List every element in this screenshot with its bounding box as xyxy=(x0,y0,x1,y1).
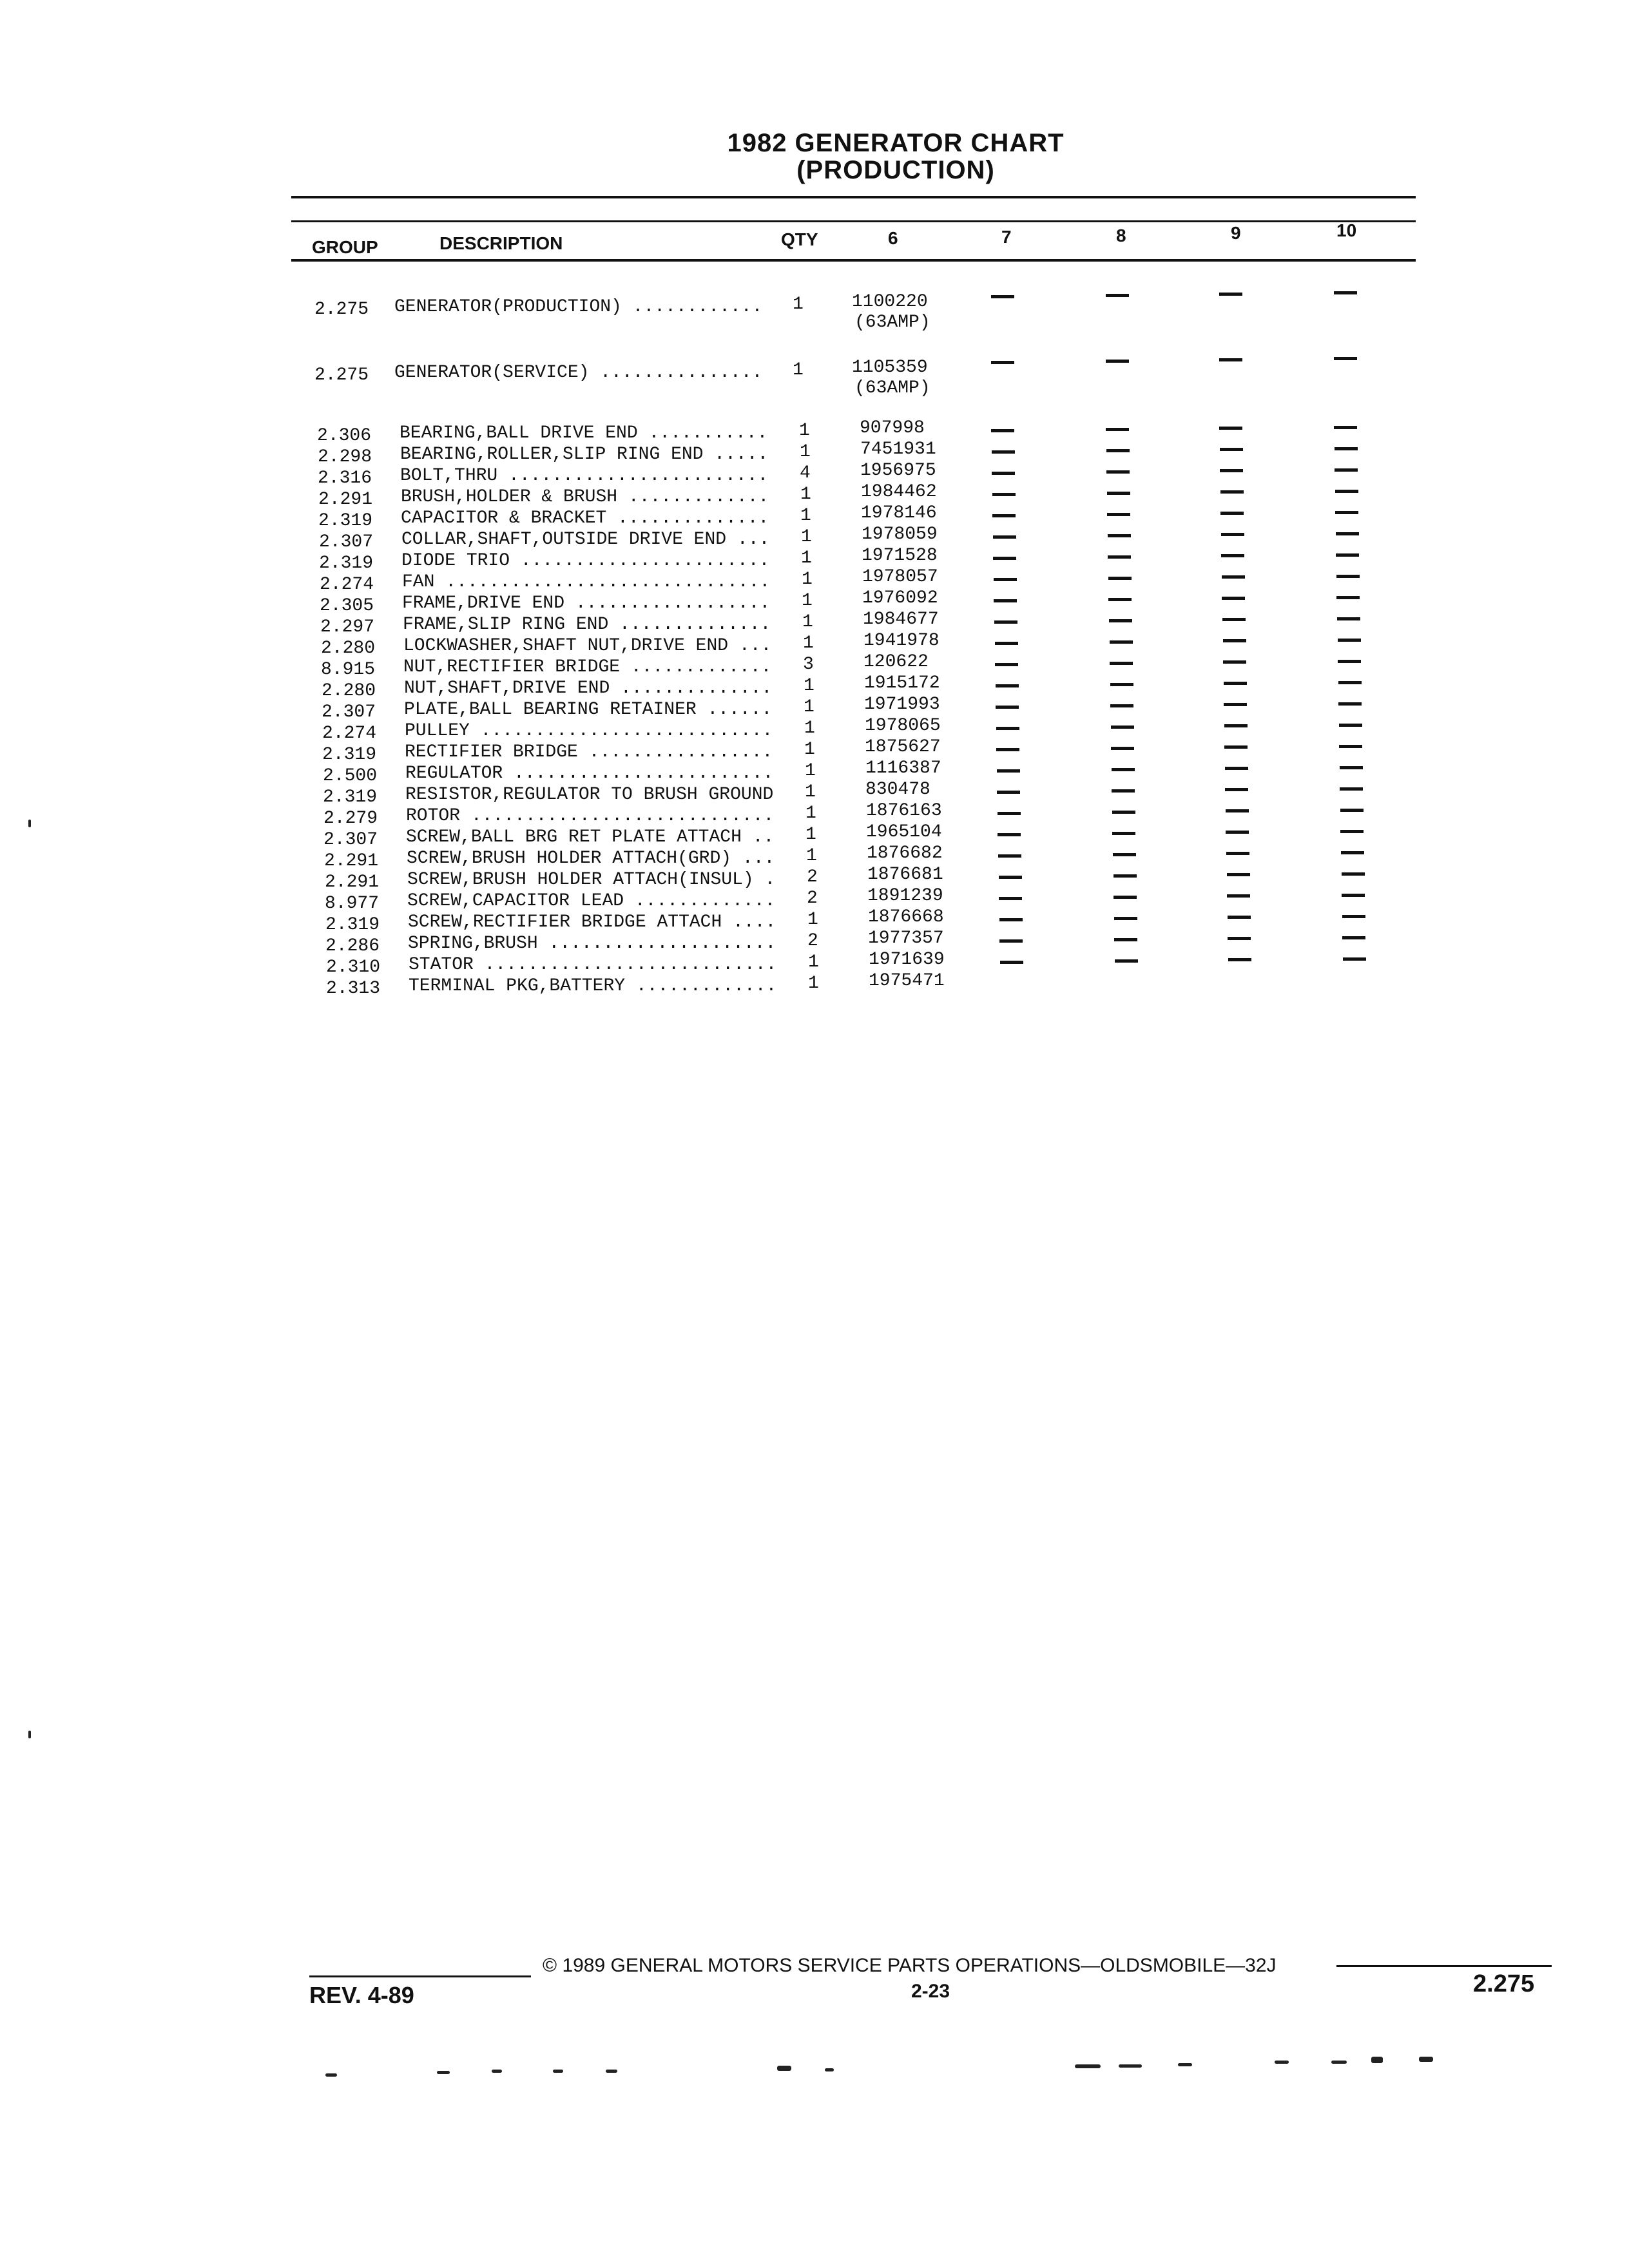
header-col-8: 8 xyxy=(1116,226,1126,245)
row-description: BEARING,BALL DRIVE END ........... xyxy=(400,423,768,443)
row-qty: 1 xyxy=(800,485,811,505)
scan-mark xyxy=(492,2070,502,2073)
row-part-number: 1105359 xyxy=(852,358,928,378)
not-applicable-dash xyxy=(1113,896,1137,899)
row-description: NUT,SHAFT,DRIVE END .............. xyxy=(404,678,773,698)
not-applicable-dash xyxy=(1223,660,1246,664)
row-description: FAN .............................. xyxy=(402,572,771,592)
not-applicable-dash xyxy=(1342,872,1365,876)
not-applicable-dash xyxy=(1113,853,1136,856)
row-part-number: 1100220 xyxy=(852,292,928,312)
not-applicable-dash xyxy=(1341,851,1364,854)
not-applicable-dash xyxy=(1336,575,1360,578)
not-applicable-dash xyxy=(994,578,1017,581)
not-applicable-dash xyxy=(1108,598,1132,601)
header-rule xyxy=(291,259,1416,262)
not-applicable-dash xyxy=(1114,917,1137,920)
chart-title: 1982 GENERATOR CHART xyxy=(727,129,1065,157)
row-group: 2.305 xyxy=(320,596,374,616)
not-applicable-dash xyxy=(1111,747,1134,750)
not-applicable-dash xyxy=(1219,358,1242,361)
not-applicable-dash xyxy=(1226,809,1249,812)
row-description: GENERATOR(PRODUCTION) ............ xyxy=(394,297,763,317)
not-applicable-dash xyxy=(1219,293,1242,296)
top-rule-lower xyxy=(291,220,1416,222)
not-applicable-dash xyxy=(1224,703,1247,706)
row-part-number: 1978057 xyxy=(862,567,938,587)
not-applicable-dash xyxy=(1338,702,1362,706)
row-description: SCREW,BRUSH HOLDER ATTACH(INSUL) . xyxy=(407,870,776,890)
scan-mark xyxy=(825,2068,834,2071)
row-description: TERMINAL PKG,BATTERY ............. xyxy=(409,976,777,996)
row-group: 8.915 xyxy=(321,660,376,680)
row-group: 2.319 xyxy=(319,553,374,573)
row-group: 2.291 xyxy=(324,851,379,871)
row-description: REGULATOR ........................ xyxy=(405,764,774,783)
header-col-6: 6 xyxy=(888,228,898,248)
not-applicable-dash xyxy=(1340,809,1364,812)
not-applicable-dash xyxy=(1227,873,1250,876)
row-qty: 1 xyxy=(808,952,819,972)
row-qty: 1 xyxy=(801,527,812,547)
scan-mark xyxy=(553,2070,563,2073)
row-part-number: 1971639 xyxy=(869,950,945,970)
row-qty: 1 xyxy=(805,761,816,781)
header-col-10: 10 xyxy=(1336,220,1357,240)
not-applicable-dash xyxy=(1219,427,1242,430)
row-description: SCREW,RECTIFIER BRIDGE ATTACH .... xyxy=(408,912,776,932)
row-qty: 1 xyxy=(808,974,819,994)
row-description: BEARING,ROLLER,SLIP RING END ..... xyxy=(400,445,769,465)
header-description: DESCRIPTION xyxy=(439,233,563,253)
row-description: NUT,RECTIFIER BRIDGE ............. xyxy=(403,657,772,677)
not-applicable-dash xyxy=(1340,830,1364,833)
row-group: 2.291 xyxy=(325,872,380,892)
not-applicable-dash xyxy=(1220,512,1244,515)
not-applicable-dash xyxy=(1112,768,1135,771)
not-applicable-dash xyxy=(1111,726,1134,729)
row-qty: 1 xyxy=(804,697,815,717)
not-applicable-dash xyxy=(995,642,1018,645)
row-group: 2.319 xyxy=(325,915,380,935)
not-applicable-dash xyxy=(994,620,1017,624)
row-qty: 1 xyxy=(793,360,804,380)
row-qty: 1 xyxy=(801,548,812,568)
not-applicable-dash xyxy=(1335,511,1358,514)
row-part-number: 1975471 xyxy=(869,971,945,991)
not-applicable-dash xyxy=(1343,957,1366,961)
not-applicable-dash xyxy=(992,493,1016,496)
not-applicable-dash xyxy=(1342,936,1365,939)
scan-mark xyxy=(28,1731,31,1738)
not-applicable-dash xyxy=(1222,597,1245,600)
row-group: 2.275 xyxy=(314,300,369,320)
row-part-number: 1978059 xyxy=(862,524,938,544)
not-applicable-dash xyxy=(1115,959,1138,963)
not-applicable-dash xyxy=(1108,534,1131,537)
scan-mark xyxy=(28,820,31,827)
not-applicable-dash xyxy=(1106,470,1130,474)
row-qty: 1 xyxy=(805,782,816,802)
row-qty: 1 xyxy=(800,442,811,462)
not-applicable-dash xyxy=(1339,724,1362,727)
row-group: 2.319 xyxy=(323,787,378,807)
scan-mark xyxy=(1178,2063,1192,2066)
not-applicable-dash xyxy=(1110,704,1133,707)
not-applicable-dash xyxy=(1222,575,1245,579)
not-applicable-dash xyxy=(1221,554,1244,557)
page-number: 2-23 xyxy=(911,1981,950,2002)
row-part-number: 1116387 xyxy=(865,758,941,778)
row-group: 2.291 xyxy=(318,490,373,510)
row-group: 2.280 xyxy=(321,639,376,658)
not-applicable-dash xyxy=(1335,490,1358,493)
row-description: PLATE,BALL BEARING RETAINER ...... xyxy=(404,700,773,720)
row-part-number: 7451931 xyxy=(860,439,936,459)
not-applicable-dash xyxy=(1224,682,1247,685)
row-qty: 3 xyxy=(803,655,814,675)
row-group: 2.306 xyxy=(317,426,372,446)
row-qty: 1 xyxy=(805,803,816,823)
not-applicable-dash xyxy=(998,833,1021,836)
not-applicable-dash xyxy=(1334,357,1357,360)
not-applicable-dash xyxy=(1107,492,1130,495)
scan-mark xyxy=(1119,2064,1142,2068)
scan-mark xyxy=(1331,2061,1347,2064)
row-group: 2.307 xyxy=(322,702,376,722)
row-group: 2.316 xyxy=(318,468,372,488)
revision-label: REV. 4-89 xyxy=(309,1982,414,2008)
not-applicable-dash xyxy=(1337,617,1360,620)
not-applicable-dash xyxy=(1228,916,1251,919)
not-applicable-dash xyxy=(1334,426,1357,429)
not-applicable-dash xyxy=(1110,662,1133,665)
not-applicable-dash xyxy=(1336,532,1359,535)
not-applicable-dash xyxy=(1000,961,1023,964)
not-applicable-dash xyxy=(1342,894,1365,897)
row-qty: 1 xyxy=(806,846,817,866)
row-description: FRAME,SLIP RING END .............. xyxy=(403,615,771,635)
scan-mark xyxy=(437,2071,450,2074)
not-applicable-dash xyxy=(1334,291,1357,294)
chart-subtitle: (PRODUCTION) xyxy=(796,156,995,184)
row-part-number: 1978065 xyxy=(865,716,941,736)
row-group: 2.307 xyxy=(319,532,374,552)
row-group: 2.313 xyxy=(326,979,381,999)
row-part-number: 1876163 xyxy=(866,801,942,821)
row-group: 2.319 xyxy=(322,745,377,765)
row-part-note: (63AMP) xyxy=(854,378,930,398)
not-applicable-dash xyxy=(1220,448,1243,451)
row-part-number: 1876668 xyxy=(868,907,944,927)
not-applicable-dash xyxy=(999,918,1023,921)
header-col-7: 7 xyxy=(1001,227,1012,247)
row-qty: 1 xyxy=(802,591,813,611)
row-group: 2.500 xyxy=(323,766,378,786)
row-qty: 1 xyxy=(807,910,818,930)
row-part-number: 1984462 xyxy=(861,482,937,502)
not-applicable-dash xyxy=(1228,958,1251,961)
not-applicable-dash xyxy=(1113,874,1137,878)
row-description: GENERATOR(SERVICE) ............... xyxy=(394,363,763,383)
scan-mark xyxy=(325,2073,337,2077)
row-part-number: 1965104 xyxy=(866,822,942,842)
header-group: GROUP xyxy=(312,237,378,257)
not-applicable-dash xyxy=(992,472,1015,475)
row-description: COLLAR,SHAFT,OUTSIDE DRIVE END ... xyxy=(401,530,770,550)
not-applicable-dash xyxy=(1338,681,1362,684)
row-description: BRUSH,HOLDER & BRUSH ............. xyxy=(401,487,769,507)
not-applicable-dash xyxy=(1108,577,1132,580)
row-qty: 1 xyxy=(804,718,815,738)
row-group: 2.298 xyxy=(318,447,372,467)
scan-mark xyxy=(1371,2057,1383,2063)
not-applicable-dash xyxy=(1225,767,1248,770)
not-applicable-dash xyxy=(999,876,1022,879)
not-applicable-dash xyxy=(1107,513,1130,516)
row-description: STATOR ........................... xyxy=(409,955,777,975)
row-part-number: 907998 xyxy=(860,418,925,438)
row-part-number: 120622 xyxy=(863,652,929,672)
not-applicable-dash xyxy=(995,663,1018,666)
row-group: 2.297 xyxy=(320,617,375,637)
row-description: PULLEY ........................... xyxy=(405,721,773,741)
header-qty: QTY xyxy=(781,229,818,249)
not-applicable-dash xyxy=(1223,639,1246,642)
not-applicable-dash xyxy=(998,854,1021,858)
not-applicable-dash xyxy=(1340,787,1363,791)
row-part-number: 1956975 xyxy=(860,461,936,481)
scan-mark xyxy=(1275,2061,1289,2064)
header-col-9: 9 xyxy=(1231,223,1241,243)
not-applicable-dash xyxy=(1339,745,1362,748)
not-applicable-dash xyxy=(1106,294,1129,297)
row-part-number: 1876681 xyxy=(867,865,943,885)
not-applicable-dash xyxy=(1342,915,1365,918)
not-applicable-dash xyxy=(993,535,1016,539)
row-qty: 1 xyxy=(800,506,811,526)
row-group: 2.279 xyxy=(323,809,378,829)
row-qty: 1 xyxy=(805,825,816,845)
not-applicable-dash xyxy=(996,684,1019,687)
not-applicable-dash xyxy=(992,450,1015,454)
scan-mark xyxy=(606,2070,617,2073)
row-group: 8.977 xyxy=(325,894,380,914)
row-qty: 1 xyxy=(804,740,815,760)
row-part-number: 1971528 xyxy=(862,546,938,566)
section-number: 2.275 xyxy=(1473,1970,1535,1997)
row-description: SCREW,BALL BRG RET PLATE ATTACH .. xyxy=(406,827,775,847)
row-group: 2.310 xyxy=(326,957,381,977)
row-qty: 2 xyxy=(807,867,818,887)
scan-mark xyxy=(1075,2064,1101,2068)
not-applicable-dash xyxy=(1225,788,1248,791)
not-applicable-dash xyxy=(991,361,1014,364)
row-part-number: 1876682 xyxy=(867,843,943,863)
not-applicable-dash xyxy=(1226,831,1249,834)
row-description: ROTOR ............................ xyxy=(406,806,775,826)
not-applicable-dash xyxy=(1224,745,1248,749)
row-group: 2.319 xyxy=(318,511,373,531)
not-applicable-dash xyxy=(999,897,1022,900)
not-applicable-dash xyxy=(996,748,1019,751)
not-applicable-dash xyxy=(996,706,1019,709)
not-applicable-dash xyxy=(1112,789,1135,793)
row-description: RESISTOR,REGULATOR TO BRUSH GROUND xyxy=(405,785,774,805)
row-part-number: 1941978 xyxy=(863,631,940,651)
not-applicable-dash xyxy=(1227,894,1250,898)
not-applicable-dash xyxy=(1336,596,1360,599)
not-applicable-dash xyxy=(999,939,1023,943)
row-description: FRAME,DRIVE END .................. xyxy=(402,593,771,613)
not-applicable-dash xyxy=(1336,553,1359,557)
not-applicable-dash xyxy=(1108,555,1131,559)
not-applicable-dash xyxy=(1109,619,1132,622)
row-part-number: 830478 xyxy=(865,780,930,800)
row-qty: 1 xyxy=(804,676,815,696)
not-applicable-dash xyxy=(1220,490,1244,494)
row-qty: 1 xyxy=(803,633,814,653)
row-description: DIODE TRIO ....................... xyxy=(401,551,770,571)
row-group: 2.307 xyxy=(323,830,378,850)
not-applicable-dash xyxy=(1338,639,1361,642)
row-qty: 2 xyxy=(807,931,818,951)
row-qty: 1 xyxy=(802,612,813,632)
not-applicable-dash xyxy=(998,812,1021,815)
not-applicable-dash xyxy=(1224,724,1248,727)
not-applicable-dash xyxy=(991,295,1014,298)
row-part-number: 1891239 xyxy=(867,886,943,906)
row-part-number: 1976092 xyxy=(862,588,938,608)
footer-copyright: © 1989 GENERAL MOTORS SERVICE PARTS OPERATIONS—OLDSMOBILE—32J xyxy=(543,1955,1277,1976)
row-group: 2.274 xyxy=(322,724,377,744)
scan-mark xyxy=(777,2066,791,2071)
footer-rule-left xyxy=(309,1975,531,1977)
row-description: SPRING,BRUSH ..................... xyxy=(408,934,776,954)
not-applicable-dash xyxy=(1221,533,1244,536)
row-group: 2.286 xyxy=(325,936,380,956)
row-part-number: 1875627 xyxy=(865,737,941,757)
not-applicable-dash xyxy=(994,599,1017,602)
row-group: 2.275 xyxy=(314,365,369,385)
row-description: BOLT,THRU ........................ xyxy=(400,466,769,486)
row-part-number: 1971993 xyxy=(864,695,940,715)
row-qty: 1 xyxy=(799,421,810,441)
not-applicable-dash xyxy=(991,429,1014,432)
row-description: CAPACITOR & BRACKET .............. xyxy=(401,508,769,528)
not-applicable-dash xyxy=(1110,640,1133,644)
row-part-note: (63AMP) xyxy=(854,312,930,332)
not-applicable-dash xyxy=(1114,938,1137,941)
not-applicable-dash xyxy=(1335,447,1358,450)
not-applicable-dash xyxy=(997,769,1020,773)
row-group: 2.280 xyxy=(322,681,376,701)
row-qty: 4 xyxy=(800,463,811,483)
row-part-number: 1978146 xyxy=(861,503,937,523)
row-qty: 2 xyxy=(807,889,818,908)
row-part-number: 1915172 xyxy=(864,673,940,693)
row-group: 2.274 xyxy=(320,575,374,595)
footer-rule-right xyxy=(1336,1965,1552,1967)
row-qty: 1 xyxy=(793,294,804,314)
row-description: LOCKWASHER,SHAFT NUT,DRIVE END ... xyxy=(403,636,772,656)
not-applicable-dash xyxy=(1228,937,1251,940)
not-applicable-dash xyxy=(1338,660,1361,663)
not-applicable-dash xyxy=(992,514,1016,517)
not-applicable-dash xyxy=(1340,766,1363,769)
not-applicable-dash xyxy=(1226,852,1249,855)
not-applicable-dash xyxy=(1110,683,1133,686)
not-applicable-dash xyxy=(1112,832,1135,835)
not-applicable-dash xyxy=(1106,428,1129,431)
not-applicable-dash xyxy=(996,727,1019,730)
not-applicable-dash xyxy=(1106,360,1129,363)
row-part-number: 1984677 xyxy=(863,610,939,629)
not-applicable-dash xyxy=(997,791,1020,794)
row-qty: 1 xyxy=(802,570,813,590)
not-applicable-dash xyxy=(1112,811,1135,814)
row-description: SCREW,CAPACITOR LEAD ............. xyxy=(407,891,776,911)
row-description: RECTIFIER BRIDGE ................. xyxy=(405,742,773,762)
not-applicable-dash xyxy=(1335,468,1358,472)
row-description: SCREW,BRUSH HOLDER ATTACH(GRD) ... xyxy=(407,849,775,869)
scan-mark xyxy=(1419,2057,1433,2062)
not-applicable-dash xyxy=(1106,449,1130,452)
row-part-number: 1977357 xyxy=(868,928,944,948)
top-rule-upper xyxy=(291,196,1416,198)
not-applicable-dash xyxy=(1222,618,1246,621)
not-applicable-dash xyxy=(993,557,1016,560)
not-applicable-dash xyxy=(1220,469,1243,472)
